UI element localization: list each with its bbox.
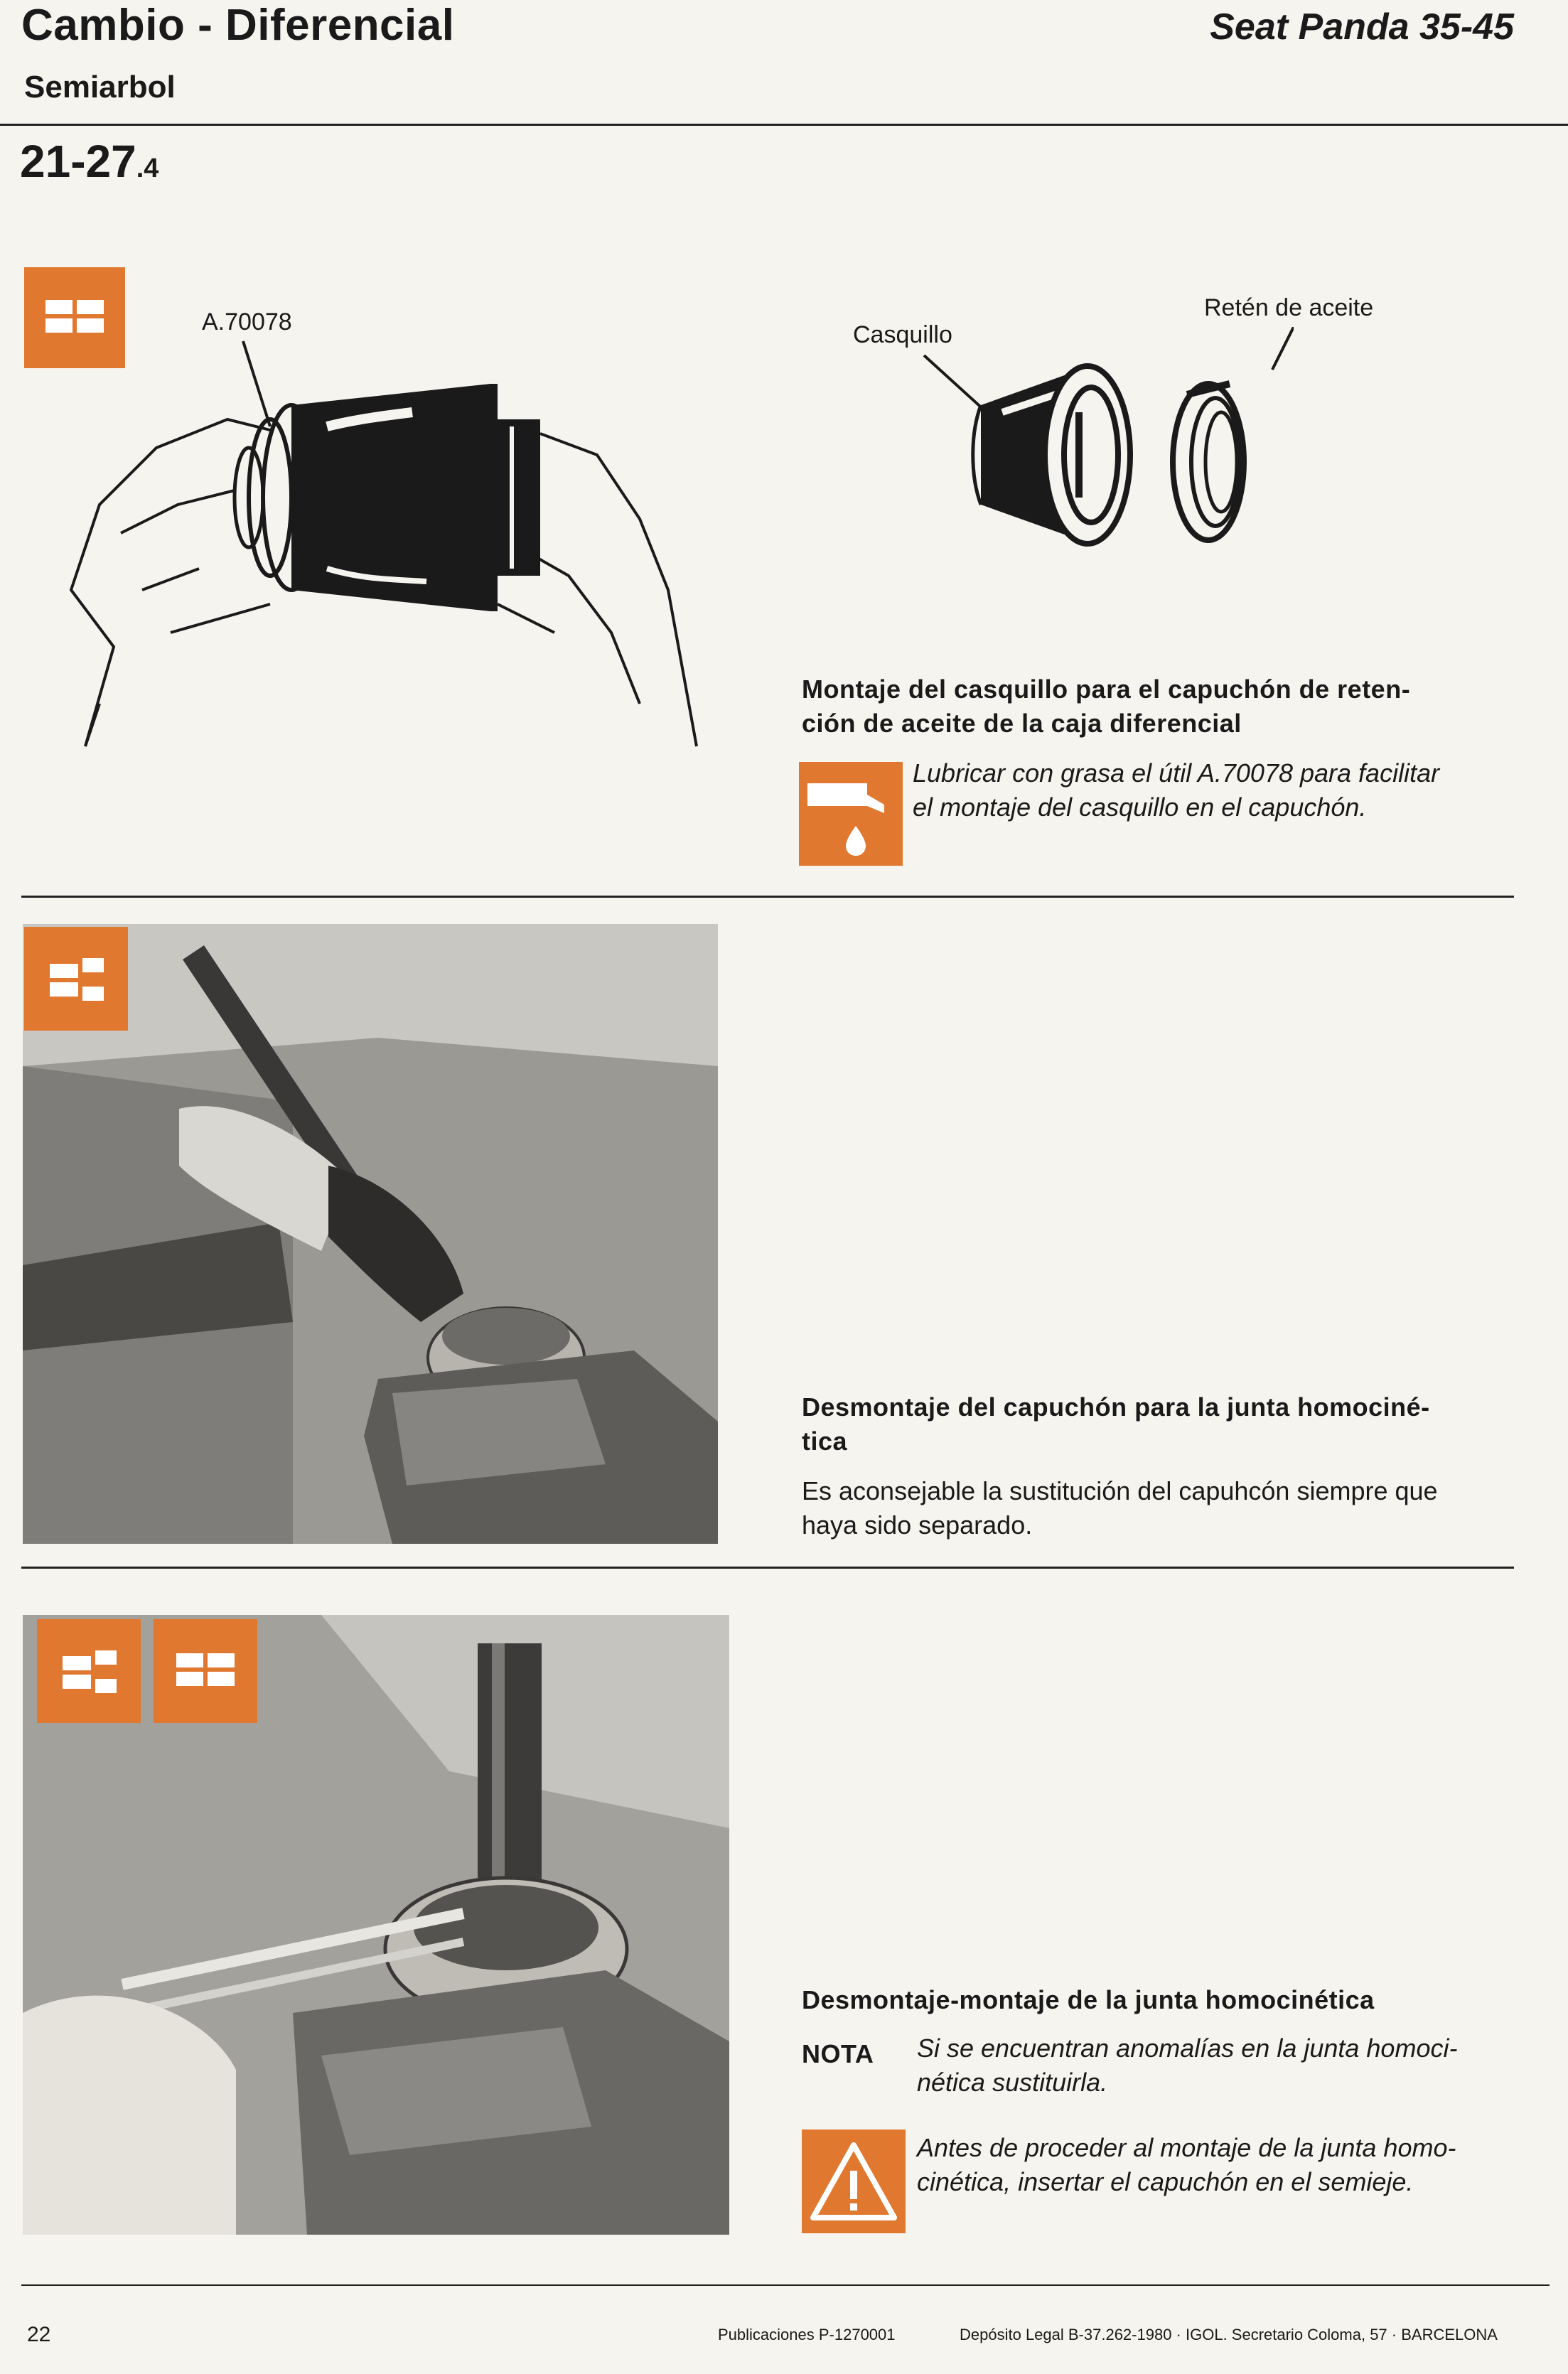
vehicle-model: Seat Panda 35-45: [1210, 6, 1514, 48]
disassembly-icon-2: [37, 1619, 141, 1723]
nota-text-line2: nética sustituirla.: [917, 2068, 1108, 2097]
section1-heading: [802, 672, 1520, 741]
section2-body-line2: haya sido separado.: [802, 1510, 1033, 1540]
footer-rule: [21, 2284, 1550, 2286]
warning-text-line1: Antes de proceder al montaje de la junta homo-: [917, 2133, 1456, 2162]
nota-text-line1: Si se encuentran anomalías en la junta homoci-: [917, 2034, 1458, 2063]
warning-text-line2: cinética, insertar el capuchón en el semieje.: [917, 2167, 1414, 2196]
lubricate-icon: [799, 762, 903, 866]
warning-text: [917, 2131, 1542, 2199]
section1-heading-line1: Montaje del casquillo para el capuchón de reten-: [802, 675, 1411, 704]
tool-label: A.70078: [202, 308, 292, 335]
nota-text: [917, 2031, 1542, 2100]
assembly-icon-2: [154, 1619, 257, 1723]
bushing-seal-illustration: [896, 327, 1294, 562]
page-title: Cambio - Diferencial: [21, 1, 455, 50]
section-divider-2: [21, 1567, 1514, 1569]
warning-icon: [802, 2129, 906, 2233]
section2-heading-line1: Desmontaje del capuchón para la junta homociné-: [802, 1392, 1430, 1422]
disassembly-icon: [24, 927, 128, 1031]
section1-heading-line2: ción de aceite de la caja diferencial: [802, 709, 1242, 738]
hands-tool-illustration: [57, 334, 725, 753]
section-divider-1: [21, 896, 1514, 898]
legal-deposit: Depósito Legal B-37.262-1980 · IGOL. Secretario Coloma, 57 · BARCELONA: [960, 2326, 1498, 2343]
section2-heading-line2: tica: [802, 1427, 848, 1456]
section3-heading: Desmontaje-montaje de la junta homocinética: [802, 1985, 1375, 2014]
label-reten-aceite: Retén de aceite: [1204, 294, 1374, 321]
section-number: [20, 135, 159, 188]
nota-label: NOTA: [802, 2039, 874, 2068]
section-number-sub: .4: [136, 154, 159, 183]
section2-heading: [802, 1390, 1520, 1459]
label-casquillo: Casquillo: [853, 321, 952, 348]
header-rule: [0, 124, 1568, 126]
publication-code: Publicaciones P-1270001: [718, 2326, 896, 2343]
section-number-main: 21-27: [20, 136, 136, 187]
page-subtitle: Semiarbol: [24, 70, 176, 104]
section2-body-line1: Es aconsejable la sustitución del capuhcón siempre que: [802, 1476, 1438, 1505]
page-number: 22: [27, 2323, 51, 2346]
section1-note-line1: Lubricar con grasa el útil A.70078 para facilitar: [913, 758, 1440, 788]
section1-note: [913, 756, 1538, 825]
section2-body: [802, 1474, 1541, 1542]
section1-note-line2: el montaje del casquillo en el capuchón.: [913, 793, 1367, 822]
